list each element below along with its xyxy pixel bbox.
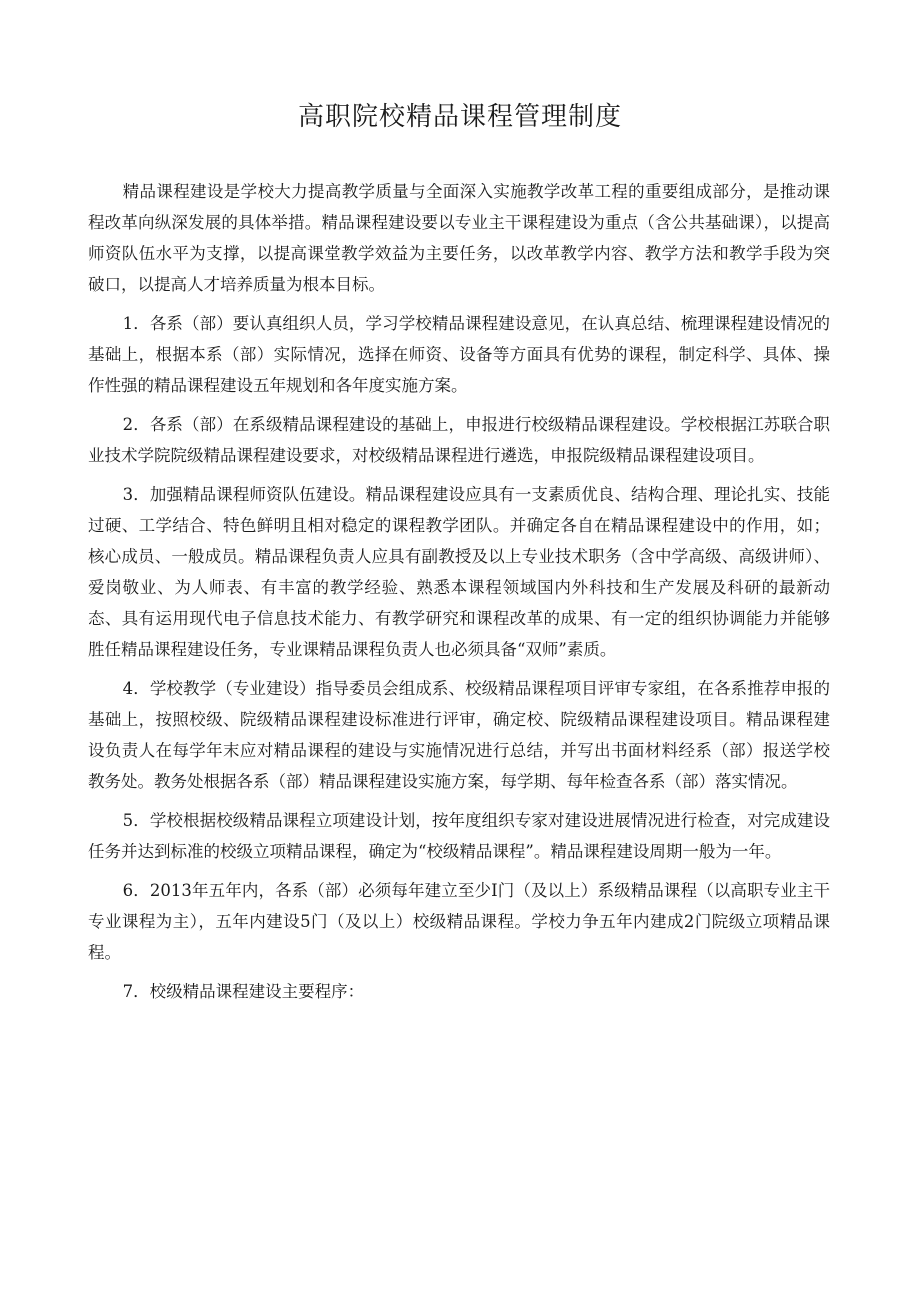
clause-6-paragraph: 6．2013年五年内，各系（部）必须每年建立至少I门（及以上）系级精品课程（以高职专业主干专业课程为主），五年内建设5门（及以上）校级精品课程。学校力争五年内建成2门院级立项精品课程。 [88,881,830,962]
clause-3-paragraph: 3．加强精品课程师资队伍建设。精品课程建设应具有一支素质优良、结构合理、理论扎实、技能过硬、工学结合、特色鲜明且相对稳定的课程教学团队。并确定各自在精品课程建设中的作用，如；核心成员、一般成员。精品课程负责人应具有副教授及以上专业技术职务（含中学高级、高级讲师）、爱岗敬业、为人师表、有丰富的教学经验、熟悉本课程领域国内外科技和生产发展及科研的最新动态、具有运用现代电子信息技术能力、有教学研究和课程改革的成果、有一定的组织协调能力并能够胜任精品课程建设任务，专业课精品课程负责人也必须具备“双师”素质。 [88,485,830,659]
clause-7-paragraph: 7．校级精品课程建设主要程序： [122,982,365,1001]
clause-4-paragraph: 4．学校教学（专业建设）指导委员会组成系、校级精品课程项目评审专家组，在各系推荐申报的基础上，按照校级、院级精品课程建设标准进行评审，确定校、院级精品课程建设项目。精品课程建设负责人在每学年末应对精品课程的建设与实施情况进行总结，并写出书面材料经系（部）报送学校教务处。教务处根据各系（部）精品课程建设实施方案，每学期、每年检查各系（部）落实情况。 [88,679,830,791]
clause-1-paragraph: 1．各系（部）要认真组织人员，学习学校精品课程建设意见，在认真总结、梳理课程建设情况的基础上，根据本系（部）实际情况，选择在师资、设备等方面具有优势的课程，制定科学、具体、操作性强的精品课程建设五年规划和各年度实施方案。 [88,314,830,395]
document-title: 高职院校精品课程管理制度 [297,102,622,132]
intro-paragraph: 精品课程建设是学校大力提高教学质量与全面深入实施教学改革工程的重要组成部分，是推动课程改革向纵深发展的具体举措。精品课程建设要以专业主干课程建设为重点（含公共基础课），以提高师资队伍水平为支撑，以提高课堂教学效益为主要任务，以改革教学内容、教学方法和教学手段为突破口，以提高人才培养质量为根本目标。 [88,182,830,294]
clause-2-paragraph: 2．各系（部）在系级精品课程建设的基础上，申报进行校级精品课程建设。学校根据江苏联合职业技术学院院级精品课程建设要求，对校级精品课程进行遴选，申报院级精品课程建设项目。 [88,415,830,465]
clause-5-paragraph: 5．学校根据校级精品课程立项建设计划，按年度组织专家对建设进展情况进行检查，对完成建设任务并达到标准的校级立项精品课程，确定为“校级精品课程”。精品课程建设周期一般为一年。 [88,811,830,861]
document-body [88,176,830,1015]
